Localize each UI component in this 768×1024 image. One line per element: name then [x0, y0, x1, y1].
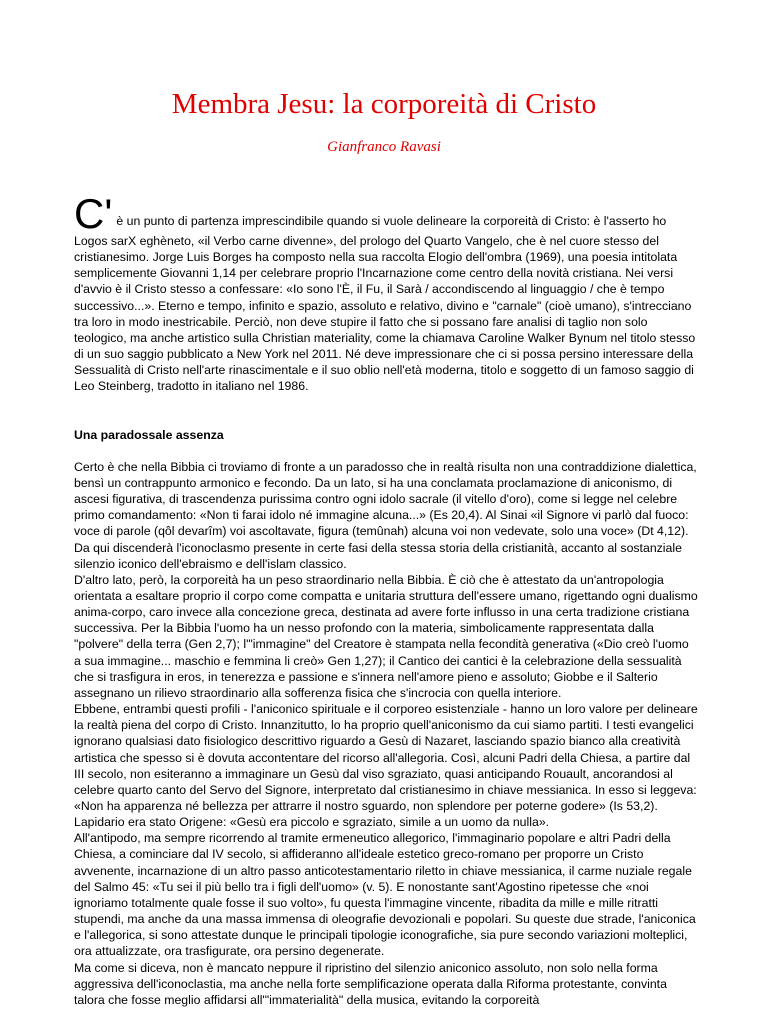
document-title: Membra Jesu: la corporeità di Cristo — [171, 88, 597, 120]
section-heading: Una paradossale assenza — [74, 427, 224, 442]
intro-paragraph: Logos sarX eghèneto, «il Verbo carne divenne», del prologo del Quarto Vangelo, che è nel cuore stesso del cristianesimo. Jorge Luis Borges ha composto nella sua raccolta Elogio dell'ombra (1969), una poesia intitolata semplicemente Giovanni 1,14 per celebrare proprio l'Incarnazione come centro della novità cristiana. Nei versi d'avvio è il Cristo stesso a confessare: «Io sono l'È, il Fu, il Sarà / accondiscendo al linguaggio / che è tempo successivo...». Eterno e tempo, infinito e spazio, assoluto e relativo, divino e "carnale" (cioè umano), s'intrecciano tra loro in modo inestricabile. Perciò, non deve stupire il fatto che si possano fare analisi di taglio non solo teologico, ma anche artistico sulla Christian materiality, come la chiamava Caroline Walker Bynum nel titolo stesso di un suo saggio pubblicato a New York nel 2011. Né deve impressionare che ci si possa persino interessare della Sessualità di Cristo nell'arte rinascimentale e il suo oblio nell'età moderna, titolo e soggetto di un famoso saggio di Leo Steinberg, tradotto in italiano nel 1986. — [74, 234, 696, 394]
paragraph-4: All'antipodo, ma sempre ricorrendo al tramite ermeneutico allegorico, l'immaginario popolare e altri Padri della Chiesa, a cominciare dal IV secolo, si affideranno all'ideale estetico greco-romano per proporre un Cristo avvenente, incarnazione di un altro passo anticotestamentario riletto in chiave messianica, il carme nuziale regale del Salmo 45: «Tu sei il più bello tra i figli dell'uomo» (v. 5). E nonostante sant'Agostino ripetesse che «noi ignoriamo totalmente quale fosse il suo volto», fu questa l'immagine vincente, ribadita da mille e mille ritratti stupendi, ma anche da una massa immensa di oleografie devozionali e popolari. Su queste due strade, l'aniconica e l'allegorica, si sono attestate dunque le principali tipologie iconografiche, sia pure secondo variazioni molteplici, ora attualizzate, ora trasfigurate, ora persino degenerate. — [74, 831, 696, 959]
author-name: Gianfranco Ravasi — [327, 139, 441, 155]
article-body — [74, 190, 698, 1008]
paragraph-2: D'altro lato, però, la corporeità ha un peso straordinario nella Bibbia. È ciò che è attestato da un'antropologia orientata a esaltare proprio il corpo come compatta e unitaria struttura dell'essere umano, rigettando ogni dualismo anima-corpo, caro invece alla concezione greca, destinata ad avere forte influsso in una certa tradizione cristiana successiva. Per la Bibbia l'uomo ha un nesso profondo con la materia, simbolicamente rappresentata dalla "polvere" della terra (Gen 2,7); l'"immagine" del Creatore è stampata nella fecondità generativa («Dio creò l'uomo a sua immagine... maschio e femmina li creò» Gen 1,27); il Cantico dei cantici è la celebrazione della sessualità che si trasfigura in eros, in tenerezza e passione e s'innera nell'amore pieno e assoluto; Giobbe e il Salterio assegnano un rilievo straordinario alla sofferenza fisica che s'incrocia con quella interiore. — [74, 572, 698, 700]
drop-cap: C' — [74, 190, 113, 237]
paragraph-3: Ebbene, entrambi questi profili - l'aniconico spirituale e il corporeo esistenziale - hanno un loro valore per delineare la realtà piena del corpo di Cristo. Innanzitutto, lo ha proprio quell'aniconismo da cui siamo partiti. I testi evangelici ignorano qualsiasi dato fisiologico descrittivo riguardo a Gesù di Nazaret, lasciando spazio bianco alla creatività artistica che spesso si è dovuta accontentare del ricorso all'allegoria. Così, alcuni Padri della Chiesa, a partire dal III secolo, non esiteranno a immaginare un Gesù dal viso sgraziato, quasi anticipando Rouault, ancorandosi al celebre quarto canto del Servo del Signore, interpretato dal cristianesimo in chiave messianica. In esso si leggeva: «Non ha apparenza né bellezza per attrarre il nostro sguardo, non splendore per poterne godere» (Is 53,2). Lapidario era stato Origene: «Gesù era piccolo e sgraziato, simile a un uomo da nulla». — [74, 702, 698, 830]
paragraph-5: Ma come si diceva, non è mancato neppure il ripristino del silenzio aniconico assoluto, non solo nella forma aggressiva dell'iconoclastia, ma anche nella forte semplificazione operata dalla Riforma protestante, convinta talora che fosse meglio affidarsi all'"immaterialità" della musica, evitando la corporeità — [74, 960, 667, 1007]
intro-first-text: è un punto di partenza imprescindibile quando si vuole delineare la corporeità di Cristo: è l'asserto ho — [116, 213, 667, 228]
intro-first-line — [74, 190, 698, 237]
paragraph-1: Certo è che nella Bibbia ci troviamo di fronte a un paradosso che in realtà risulta non una contraddizione dialettica, bensì un contrappunto armonico e fecondo. Da un lato, si ha una conclamata proclamazione di aniconismo, di ascesi figurativa, di trascendenza purissima contro ogni idolo sacrale (il vitello d'oro), come si legge nel celebre primo comandamento: «Non ti farai idolo né immagine alcuna...» (Es 20,4). Al Sinai «il Signore vi parlò dal fuoco: voce di parole (qôl devarîm) voi ascoltavate, figura (temûnah) alcuna voi non vedevate, solo una voce» (Dt 4,12). Da qui discenderà l'iconoclasmo presente in certe fasi della stessa storia della cristianità, accanto al sostanziale silenzio iconico dell'ebraismo e dell'islam classico. — [74, 459, 697, 571]
